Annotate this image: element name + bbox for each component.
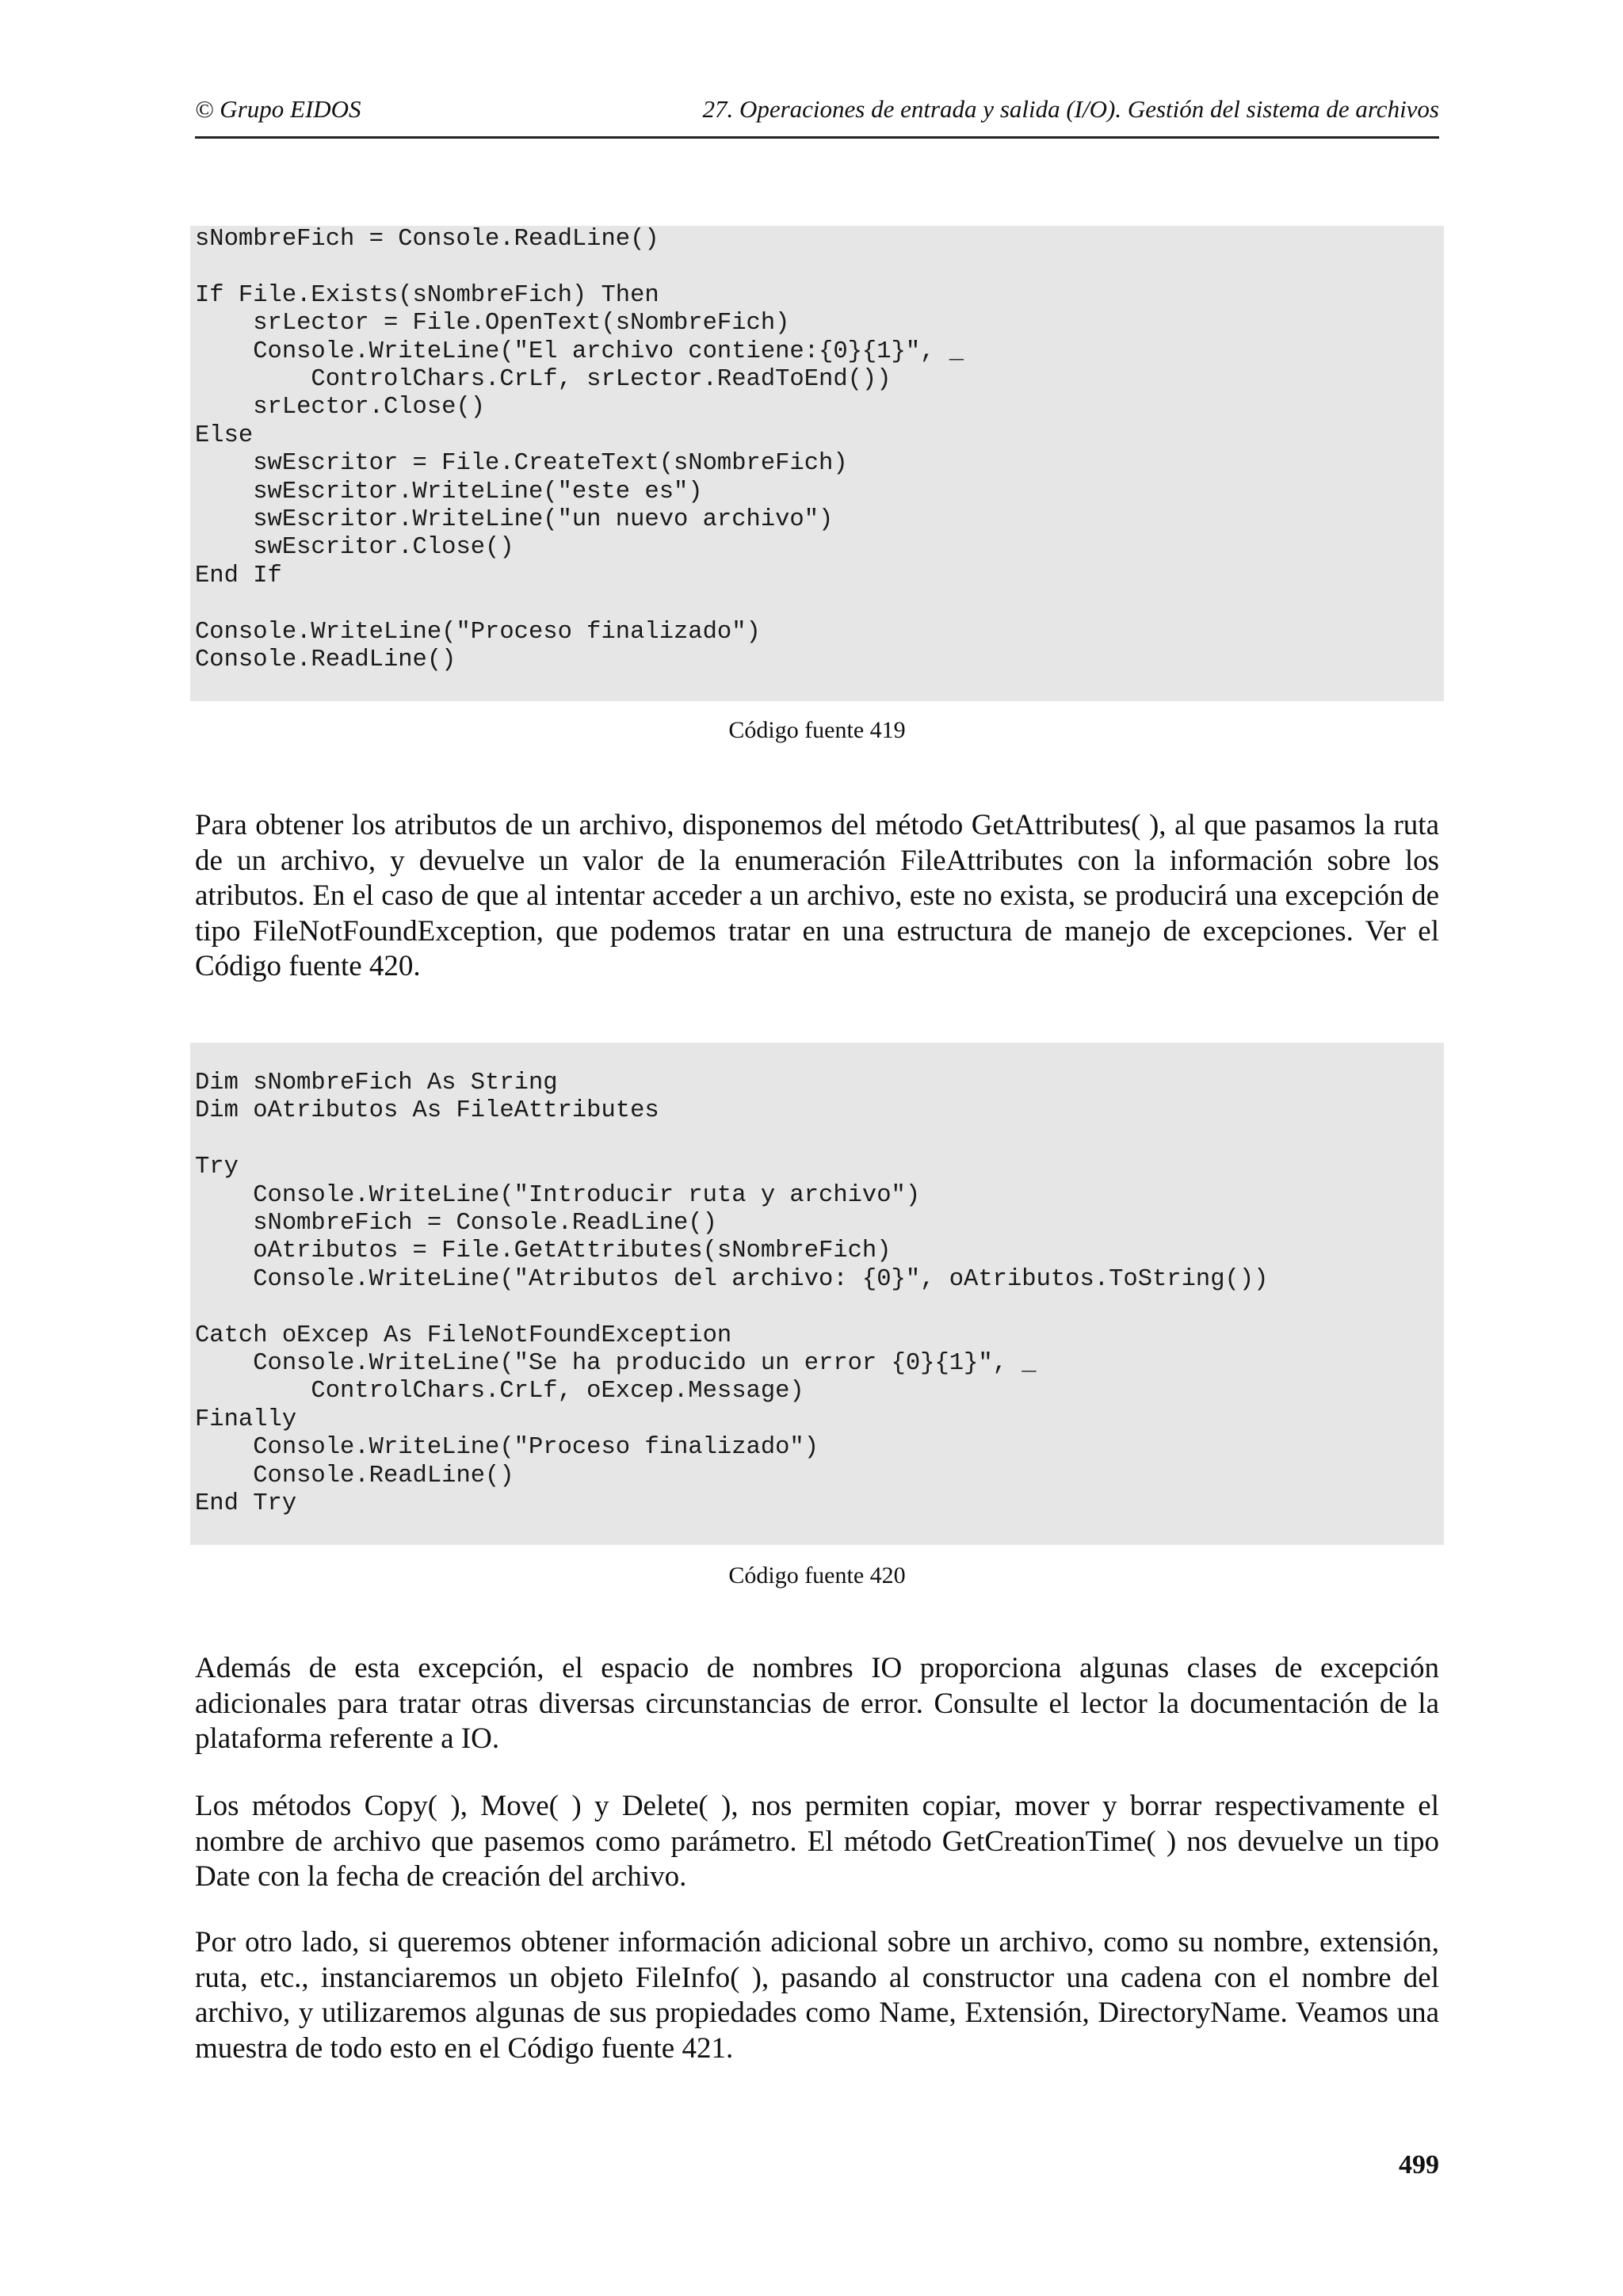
code-listing-419 — [190, 226, 1444, 701]
body-paragraph-exceptions: Además de esta excepción, el espacio de nombres IO proporciona algunas clases de excepción adicionales para tratar otras diversas circunstancias de error. Consulte el lector la documentación de la plataforma referente a IO. — [195, 1652, 1439, 1755]
body-paragraph-copy-move-delete: Los métodos Copy( ), Move( ) y Delete( ), nos permiten copiar, mover y borrar respectivamente el nombre de archivo que pasemos como parámetro. El método GetCreationTime( ) nos devuelve un tipo Date con la fecha de creación del archivo. — [195, 1790, 1439, 1893]
header-publisher: © Grupo EIDOS — [195, 95, 361, 123]
code-listing-420 — [190, 1043, 1444, 1545]
code-listing-text: Dim sNombreFich As String Dim oAtributos As FileAttributes Try Console.WriteLine("Introducir ruta y archivo") sNombreFich = Console.ReadLine() oAtributos = File.GetAttributes(sNombreFich) Console.WriteLine("Atributos del archivo: {0}", oAtributos.ToString()) Catch oExcep As FileNotFoundException Console.WriteLine("Se ha producido un error {0}{1}", _ ControlChars.CrLf, oExcep.Message) Finally Console.WriteLine("Proceso finalizado") Console.ReadLine() End Try — [195, 1070, 1269, 1518]
page-header — [195, 95, 1439, 139]
code-listing-text: sNombreFich = Console.ReadLine() If File.Exists(sNombreFich) Then srLector = File.OpenText(sNombreFich) Console.WriteLine("El archivo contiene:{0}{1}", _ ControlChars.CrLf, srLector.ReadToEnd()) srLector.Close() Else swEscritor = File.CreateText(sNombreFich) swEscritor.WriteLine("este es") swEscritor.WriteLine("un nuevo archivo") swEscritor.Close() End If Console.WriteLine("Proceso finalizado") Console.ReadLine() — [195, 226, 964, 674]
code-caption-420: Código fuente 420 — [728, 1562, 906, 1589]
header-chapter-title: 27. Operaciones de entrada y salida (I/O). Gestión del sistema de archivos — [702, 95, 1439, 123]
page-number: 499 — [1399, 2150, 1439, 2180]
code-caption-419: Código fuente 419 — [728, 717, 906, 743]
body-paragraph-getattributes: Para obtener los atributos de un archivo, disponemos del método GetAttributes( ), al que pasamos la ruta de un archivo, y devuelve un valor de la enumeración FileAttributes con la información sobre los atributos. En el caso de que al intentar acceder a un archivo, este no exista, se producirá una excepción de tipo FileNotFoundException, que podemos tratar en una estructura de manejo de excepciones. Ver el Código fuente 420. — [195, 809, 1439, 982]
body-paragraph-fileinfo: Por otro lado, si queremos obtener información adicional sobre un archivo, como su nombre, extensión, ruta, etc., instanciaremos un objeto FileInfo( ), pasando al constructor una cadena con el nombre del archivo, y utilizaremos algunas de sus propiedades como Name, Extensión, DirectoryName. Veamos una muestra de todo esto en el Código fuente 421. — [195, 1926, 1439, 2065]
